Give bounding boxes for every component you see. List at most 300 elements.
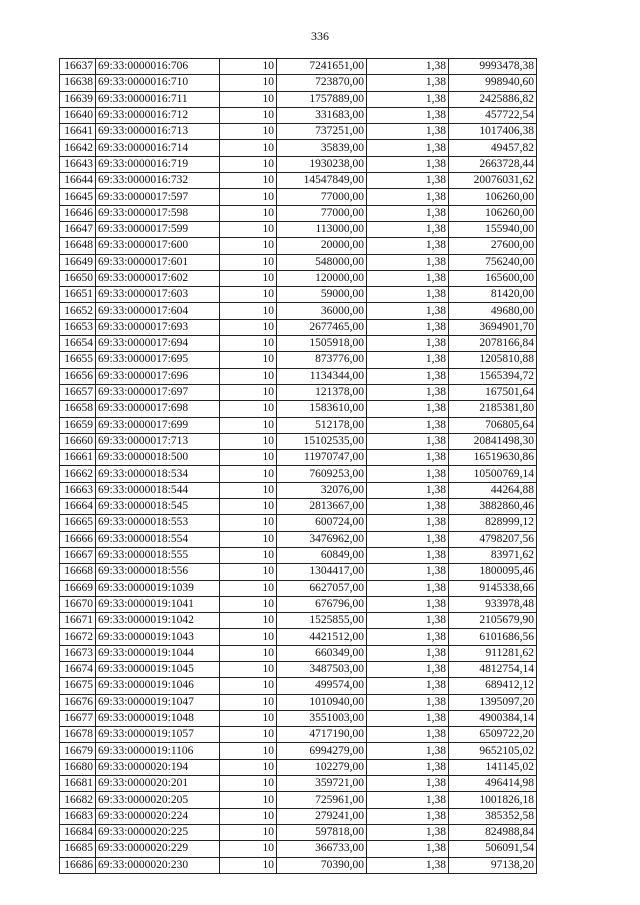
result-value-cell: 2185381,80 bbox=[449, 401, 537, 417]
category-code-cell: 10 bbox=[220, 287, 277, 303]
cadastral-number-cell: 69:33:0000016:706 bbox=[96, 59, 220, 75]
table-row bbox=[60, 694, 537, 710]
coefficient-cell: 1,38 bbox=[367, 352, 449, 368]
coefficient-cell: 1,38 bbox=[367, 857, 449, 873]
result-value-cell: 141145,02 bbox=[449, 759, 537, 775]
row-number-cell: 16647 bbox=[60, 221, 96, 237]
coefficient-cell: 1,38 bbox=[367, 564, 449, 580]
cadastral-number-cell: 69:33:0000018:545 bbox=[96, 499, 220, 515]
table-row bbox=[60, 189, 537, 205]
coefficient-cell: 1,38 bbox=[367, 205, 449, 221]
cadastral-number-cell: 69:33:0000020:224 bbox=[96, 808, 220, 824]
row-number-cell: 16682 bbox=[60, 792, 96, 808]
category-code-cell: 10 bbox=[220, 547, 277, 563]
result-value-cell: 496414,98 bbox=[449, 776, 537, 792]
row-number-cell: 16673 bbox=[60, 645, 96, 661]
result-value-cell: 49457,82 bbox=[449, 140, 537, 156]
result-value-cell: 6509722,20 bbox=[449, 727, 537, 743]
row-number-cell: 16641 bbox=[60, 124, 96, 140]
cadastral-value-cell: 15102535,00 bbox=[277, 433, 367, 449]
table-body bbox=[60, 59, 537, 874]
cadastral-value-cell: 102279,00 bbox=[277, 759, 367, 775]
cadastral-number-cell: 69:33:0000017:695 bbox=[96, 352, 220, 368]
cadastral-value-cell: 737251,00 bbox=[277, 124, 367, 140]
cadastral-value-cell: 70390,00 bbox=[277, 857, 367, 873]
cadastral-number-cell: 69:33:0000018:555 bbox=[96, 547, 220, 563]
result-value-cell: 3882860,46 bbox=[449, 499, 537, 515]
category-code-cell: 10 bbox=[220, 499, 277, 515]
row-number-cell: 16662 bbox=[60, 466, 96, 482]
cadastral-number-cell: 69:33:0000017:699 bbox=[96, 417, 220, 433]
cadastral-value-cell: 77000,00 bbox=[277, 205, 367, 221]
cadastral-value-cell: 359721,00 bbox=[277, 776, 367, 792]
table-row bbox=[60, 629, 537, 645]
cadastral-value-cell: 59000,00 bbox=[277, 287, 367, 303]
result-value-cell: 1205810,88 bbox=[449, 352, 537, 368]
row-number-cell: 16650 bbox=[60, 270, 96, 286]
coefficient-cell: 1,38 bbox=[367, 776, 449, 792]
row-number-cell: 16684 bbox=[60, 824, 96, 840]
category-code-cell: 10 bbox=[220, 336, 277, 352]
result-value-cell: 506091,54 bbox=[449, 841, 537, 857]
cadastral-value-cell: 7241651,00 bbox=[277, 59, 367, 75]
result-value-cell: 1800095,46 bbox=[449, 564, 537, 580]
result-value-cell: 106260,00 bbox=[449, 189, 537, 205]
cadastral-value-cell: 873776,00 bbox=[277, 352, 367, 368]
row-number-cell: 16668 bbox=[60, 564, 96, 580]
cadastral-number-cell: 69:33:0000016:712 bbox=[96, 107, 220, 123]
result-value-cell: 828999,12 bbox=[449, 515, 537, 531]
coefficient-cell: 1,38 bbox=[367, 694, 449, 710]
coefficient-cell: 1,38 bbox=[367, 824, 449, 840]
cadastral-number-cell: 69:33:0000019:1041 bbox=[96, 596, 220, 612]
coefficient-cell: 1,38 bbox=[367, 75, 449, 91]
cadastral-value-cell: 7609253,00 bbox=[277, 466, 367, 482]
row-number-cell: 16681 bbox=[60, 776, 96, 792]
cadastral-value-cell: 1304417,00 bbox=[277, 564, 367, 580]
row-number-cell: 16675 bbox=[60, 678, 96, 694]
row-number-cell: 16670 bbox=[60, 596, 96, 612]
category-code-cell: 10 bbox=[220, 580, 277, 596]
cadastral-value-cell: 35839,00 bbox=[277, 140, 367, 156]
coefficient-cell: 1,38 bbox=[367, 580, 449, 596]
category-code-cell: 10 bbox=[220, 384, 277, 400]
table-row bbox=[60, 270, 537, 286]
result-value-cell: 4798207,56 bbox=[449, 531, 537, 547]
row-number-cell: 16657 bbox=[60, 384, 96, 400]
coefficient-cell: 1,38 bbox=[367, 710, 449, 726]
cadastral-value-cell: 32076,00 bbox=[277, 482, 367, 498]
result-value-cell: 106260,00 bbox=[449, 205, 537, 221]
result-value-cell: 385352,58 bbox=[449, 808, 537, 824]
table-row bbox=[60, 808, 537, 824]
row-number-cell: 16652 bbox=[60, 303, 96, 319]
cadastral-value-cell: 3487503,00 bbox=[277, 661, 367, 677]
cadastral-value-cell: 113000,00 bbox=[277, 221, 367, 237]
result-value-cell: 4900384,14 bbox=[449, 710, 537, 726]
row-number-cell: 16660 bbox=[60, 433, 96, 449]
category-code-cell: 10 bbox=[220, 596, 277, 612]
table-row bbox=[60, 678, 537, 694]
coefficient-cell: 1,38 bbox=[367, 270, 449, 286]
coefficient-cell: 1,38 bbox=[367, 531, 449, 547]
coefficient-cell: 1,38 bbox=[367, 645, 449, 661]
cadastral-value-cell: 1010940,00 bbox=[277, 694, 367, 710]
cadastral-number-cell: 69:33:0000020:229 bbox=[96, 841, 220, 857]
coefficient-cell: 1,38 bbox=[367, 140, 449, 156]
row-number-cell: 16651 bbox=[60, 287, 96, 303]
cadastral-value-cell: 2813667,00 bbox=[277, 499, 367, 515]
row-number-cell: 16656 bbox=[60, 368, 96, 384]
category-code-cell: 10 bbox=[220, 189, 277, 205]
cadastral-value-cell: 3551003,00 bbox=[277, 710, 367, 726]
row-number-cell: 16658 bbox=[60, 401, 96, 417]
coefficient-cell: 1,38 bbox=[367, 547, 449, 563]
table-row bbox=[60, 499, 537, 515]
coefficient-cell: 1,38 bbox=[367, 841, 449, 857]
cadastral-number-cell: 69:33:0000017:713 bbox=[96, 433, 220, 449]
table-row bbox=[60, 254, 537, 270]
coefficient-cell: 1,38 bbox=[367, 629, 449, 645]
category-code-cell: 10 bbox=[220, 564, 277, 580]
cadastral-number-cell: 69:33:0000019:1047 bbox=[96, 694, 220, 710]
result-value-cell: 2663728,44 bbox=[449, 156, 537, 172]
table-row bbox=[60, 59, 537, 75]
result-value-cell: 1001826,18 bbox=[449, 792, 537, 808]
result-value-cell: 3694901,70 bbox=[449, 319, 537, 335]
coefficient-cell: 1,38 bbox=[367, 808, 449, 824]
cadastral-number-cell: 69:33:0000018:553 bbox=[96, 515, 220, 531]
category-code-cell: 10 bbox=[220, 678, 277, 694]
row-number-cell: 16680 bbox=[60, 759, 96, 775]
cadastral-number-cell: 69:33:0000019:1046 bbox=[96, 678, 220, 694]
table-row bbox=[60, 564, 537, 580]
coefficient-cell: 1,38 bbox=[367, 319, 449, 335]
result-value-cell: 20076031,62 bbox=[449, 173, 537, 189]
table-row bbox=[60, 547, 537, 563]
result-value-cell: 933978,48 bbox=[449, 596, 537, 612]
coefficient-cell: 1,38 bbox=[367, 107, 449, 123]
cadastral-number-cell: 69:33:0000017:693 bbox=[96, 319, 220, 335]
category-code-cell: 10 bbox=[220, 776, 277, 792]
result-value-cell: 998940,60 bbox=[449, 75, 537, 91]
table-row bbox=[60, 824, 537, 840]
cadastral-number-cell: 69:33:0000019:1043 bbox=[96, 629, 220, 645]
cadastral-number-cell: 69:33:0000018:554 bbox=[96, 531, 220, 547]
table-row bbox=[60, 727, 537, 743]
coefficient-cell: 1,38 bbox=[367, 254, 449, 270]
table-row bbox=[60, 710, 537, 726]
cadastral-number-cell: 69:33:0000019:1042 bbox=[96, 613, 220, 629]
coefficient-cell: 1,38 bbox=[367, 661, 449, 677]
row-number-cell: 16655 bbox=[60, 352, 96, 368]
table-row bbox=[60, 173, 537, 189]
row-number-cell: 16644 bbox=[60, 173, 96, 189]
row-number-cell: 16686 bbox=[60, 857, 96, 873]
table-row bbox=[60, 303, 537, 319]
cadastral-value-cell: 4717190,00 bbox=[277, 727, 367, 743]
coefficient-cell: 1,38 bbox=[367, 613, 449, 629]
cadastral-value-cell: 600724,00 bbox=[277, 515, 367, 531]
row-number-cell: 16649 bbox=[60, 254, 96, 270]
coefficient-cell: 1,38 bbox=[367, 124, 449, 140]
coefficient-cell: 1,38 bbox=[367, 368, 449, 384]
cadastral-value-cell: 3476962,00 bbox=[277, 531, 367, 547]
coefficient-cell: 1,38 bbox=[367, 499, 449, 515]
cadastral-number-cell: 69:33:0000016:719 bbox=[96, 156, 220, 172]
table-row bbox=[60, 221, 537, 237]
result-value-cell: 16519630,86 bbox=[449, 450, 537, 466]
table-row bbox=[60, 515, 537, 531]
coefficient-cell: 1,38 bbox=[367, 417, 449, 433]
cadastral-value-cell: 725961,00 bbox=[277, 792, 367, 808]
cadastral-number-cell: 69:33:0000017:600 bbox=[96, 238, 220, 254]
row-number-cell: 16643 bbox=[60, 156, 96, 172]
coefficient-cell: 1,38 bbox=[367, 515, 449, 531]
result-value-cell: 824988,84 bbox=[449, 824, 537, 840]
cadastral-number-cell: 69:33:0000019:1045 bbox=[96, 661, 220, 677]
table-row bbox=[60, 417, 537, 433]
row-number-cell: 16645 bbox=[60, 189, 96, 205]
table-row bbox=[60, 352, 537, 368]
cadastral-value-cell: 1757889,00 bbox=[277, 91, 367, 107]
cadastral-number-cell: 69:33:0000020:225 bbox=[96, 824, 220, 840]
table-row bbox=[60, 384, 537, 400]
coefficient-cell: 1,38 bbox=[367, 287, 449, 303]
result-value-cell: 44264,88 bbox=[449, 482, 537, 498]
table-row bbox=[60, 661, 537, 677]
row-number-cell: 16665 bbox=[60, 515, 96, 531]
category-code-cell: 10 bbox=[220, 368, 277, 384]
category-code-cell: 10 bbox=[220, 238, 277, 254]
category-code-cell: 10 bbox=[220, 450, 277, 466]
row-number-cell: 16659 bbox=[60, 417, 96, 433]
category-code-cell: 10 bbox=[220, 629, 277, 645]
row-number-cell: 16678 bbox=[60, 727, 96, 743]
category-code-cell: 10 bbox=[220, 173, 277, 189]
table-row bbox=[60, 645, 537, 661]
table-row bbox=[60, 124, 537, 140]
result-value-cell: 1395097,20 bbox=[449, 694, 537, 710]
category-code-cell: 10 bbox=[220, 824, 277, 840]
category-code-cell: 10 bbox=[220, 156, 277, 172]
result-value-cell: 689412,12 bbox=[449, 678, 537, 694]
table-row bbox=[60, 433, 537, 449]
coefficient-cell: 1,38 bbox=[367, 727, 449, 743]
table-row bbox=[60, 156, 537, 172]
table-row bbox=[60, 287, 537, 303]
result-value-cell: 9145338,66 bbox=[449, 580, 537, 596]
category-code-cell: 10 bbox=[220, 808, 277, 824]
cadastral-number-cell: 69:33:0000018:500 bbox=[96, 450, 220, 466]
row-number-cell: 16676 bbox=[60, 694, 96, 710]
cadastral-number-cell: 69:33:0000017:598 bbox=[96, 205, 220, 221]
result-value-cell: 155940,00 bbox=[449, 221, 537, 237]
cadastral-value-cell: 512178,00 bbox=[277, 417, 367, 433]
row-number-cell: 16654 bbox=[60, 336, 96, 352]
cadastral-value-cell: 121378,00 bbox=[277, 384, 367, 400]
cadastral-number-cell: 69:33:0000020:194 bbox=[96, 759, 220, 775]
result-value-cell: 1017406,38 bbox=[449, 124, 537, 140]
row-number-cell: 16672 bbox=[60, 629, 96, 645]
category-code-cell: 10 bbox=[220, 841, 277, 857]
table-row bbox=[60, 743, 537, 759]
row-number-cell: 16664 bbox=[60, 499, 96, 515]
table-row bbox=[60, 205, 537, 221]
cadastral-number-cell: 69:33:0000018:556 bbox=[96, 564, 220, 580]
cadastral-value-cell: 2677465,00 bbox=[277, 319, 367, 335]
category-code-cell: 10 bbox=[220, 270, 277, 286]
category-code-cell: 10 bbox=[220, 482, 277, 498]
cadastral-value-cell: 4421512,00 bbox=[277, 629, 367, 645]
row-number-cell: 16639 bbox=[60, 91, 96, 107]
row-number-cell: 16646 bbox=[60, 205, 96, 221]
cadastral-number-cell: 69:33:0000017:604 bbox=[96, 303, 220, 319]
cadastral-number-cell: 69:33:0000020:230 bbox=[96, 857, 220, 873]
table-row bbox=[60, 140, 537, 156]
coefficient-cell: 1,38 bbox=[367, 303, 449, 319]
coefficient-cell: 1,38 bbox=[367, 156, 449, 172]
table-row bbox=[60, 857, 537, 873]
result-value-cell: 20841498,30 bbox=[449, 433, 537, 449]
coefficient-cell: 1,38 bbox=[367, 450, 449, 466]
coefficient-cell: 1,38 bbox=[367, 189, 449, 205]
category-code-cell: 10 bbox=[220, 694, 277, 710]
table-row bbox=[60, 466, 537, 482]
table-row bbox=[60, 482, 537, 498]
result-value-cell: 1565394,72 bbox=[449, 368, 537, 384]
category-code-cell: 10 bbox=[220, 531, 277, 547]
cadastral-value-cell: 660349,00 bbox=[277, 645, 367, 661]
coefficient-cell: 1,38 bbox=[367, 173, 449, 189]
table-row bbox=[60, 531, 537, 547]
cadastral-value-cell: 331683,00 bbox=[277, 107, 367, 123]
cadastral-number-cell: 69:33:0000016:732 bbox=[96, 173, 220, 189]
result-value-cell: 165600,00 bbox=[449, 270, 537, 286]
result-value-cell: 83971,62 bbox=[449, 547, 537, 563]
category-code-cell: 10 bbox=[220, 857, 277, 873]
category-code-cell: 10 bbox=[220, 743, 277, 759]
result-value-cell: 457722,54 bbox=[449, 107, 537, 123]
cadastral-number-cell: 69:33:0000019:1057 bbox=[96, 727, 220, 743]
table-row bbox=[60, 368, 537, 384]
category-code-cell: 10 bbox=[220, 710, 277, 726]
cadastral-value-cell: 279241,00 bbox=[277, 808, 367, 824]
category-code-cell: 10 bbox=[220, 319, 277, 335]
result-value-cell: 27600,00 bbox=[449, 238, 537, 254]
cadastral-number-cell: 69:33:0000017:602 bbox=[96, 270, 220, 286]
result-value-cell: 81420,00 bbox=[449, 287, 537, 303]
cadastral-value-cell: 597818,00 bbox=[277, 824, 367, 840]
result-value-cell: 9652105,02 bbox=[449, 743, 537, 759]
table-row bbox=[60, 841, 537, 857]
cadastral-value-cell: 36000,00 bbox=[277, 303, 367, 319]
category-code-cell: 10 bbox=[220, 433, 277, 449]
row-number-cell: 16663 bbox=[60, 482, 96, 498]
cadastral-value-cell: 1134344,00 bbox=[277, 368, 367, 384]
coefficient-cell: 1,38 bbox=[367, 91, 449, 107]
coefficient-cell: 1,38 bbox=[367, 596, 449, 612]
cadastral-number-cell: 69:33:0000019:1106 bbox=[96, 743, 220, 759]
cadastral-number-cell: 69:33:0000017:698 bbox=[96, 401, 220, 417]
result-value-cell: 706805,64 bbox=[449, 417, 537, 433]
row-number-cell: 16637 bbox=[60, 59, 96, 75]
result-value-cell: 6101686,56 bbox=[449, 629, 537, 645]
result-value-cell: 97138,20 bbox=[449, 857, 537, 873]
category-code-cell: 10 bbox=[220, 792, 277, 808]
cadastral-number-cell: 69:33:0000017:697 bbox=[96, 384, 220, 400]
category-code-cell: 10 bbox=[220, 515, 277, 531]
table-row bbox=[60, 776, 537, 792]
cadastral-number-cell: 69:33:0000018:544 bbox=[96, 482, 220, 498]
coefficient-cell: 1,38 bbox=[367, 221, 449, 237]
category-code-cell: 10 bbox=[220, 124, 277, 140]
cadastral-value-table bbox=[59, 58, 537, 874]
result-value-cell: 9993478,38 bbox=[449, 59, 537, 75]
cadastral-number-cell: 69:33:0000017:603 bbox=[96, 287, 220, 303]
cadastral-value-cell: 77000,00 bbox=[277, 189, 367, 205]
coefficient-cell: 1,38 bbox=[367, 466, 449, 482]
category-code-cell: 10 bbox=[220, 107, 277, 123]
row-number-cell: 16667 bbox=[60, 547, 96, 563]
category-code-cell: 10 bbox=[220, 91, 277, 107]
table-row bbox=[60, 401, 537, 417]
cadastral-value-cell: 14547849,00 bbox=[277, 173, 367, 189]
cadastral-number-cell: 69:33:0000018:534 bbox=[96, 466, 220, 482]
category-code-cell: 10 bbox=[220, 59, 277, 75]
cadastral-value-cell: 499574,00 bbox=[277, 678, 367, 694]
category-code-cell: 10 bbox=[220, 645, 277, 661]
row-number-cell: 16674 bbox=[60, 661, 96, 677]
cadastral-value-cell: 366733,00 bbox=[277, 841, 367, 857]
cadastral-number-cell: 69:33:0000016:713 bbox=[96, 124, 220, 140]
page-number: 336 bbox=[311, 29, 329, 43]
cadastral-value-cell: 20000,00 bbox=[277, 238, 367, 254]
category-code-cell: 10 bbox=[220, 727, 277, 743]
cadastral-number-cell: 69:33:0000017:597 bbox=[96, 189, 220, 205]
result-value-cell: 2078166,84 bbox=[449, 336, 537, 352]
cadastral-value-cell: 11970747,00 bbox=[277, 450, 367, 466]
category-code-cell: 10 bbox=[220, 303, 277, 319]
category-code-cell: 10 bbox=[220, 466, 277, 482]
row-number-cell: 16683 bbox=[60, 808, 96, 824]
cadastral-number-cell: 69:33:0000017:599 bbox=[96, 221, 220, 237]
table-row bbox=[60, 613, 537, 629]
category-code-cell: 10 bbox=[220, 401, 277, 417]
table-row bbox=[60, 319, 537, 335]
category-code-cell: 10 bbox=[220, 205, 277, 221]
cadastral-value-cell: 6994279,00 bbox=[277, 743, 367, 759]
cadastral-value-cell: 1505918,00 bbox=[277, 336, 367, 352]
cadastral-value-cell: 723870,00 bbox=[277, 75, 367, 91]
result-value-cell: 167501,64 bbox=[449, 384, 537, 400]
cadastral-number-cell: 69:33:0000019:1039 bbox=[96, 580, 220, 596]
table-row bbox=[60, 336, 537, 352]
category-code-cell: 10 bbox=[220, 759, 277, 775]
row-number-cell: 16685 bbox=[60, 841, 96, 857]
result-value-cell: 2105679,90 bbox=[449, 613, 537, 629]
cadastral-value-cell: 60849,00 bbox=[277, 547, 367, 563]
coefficient-cell: 1,38 bbox=[367, 401, 449, 417]
category-code-cell: 10 bbox=[220, 75, 277, 91]
result-value-cell: 10500769,14 bbox=[449, 466, 537, 482]
row-number-cell: 16671 bbox=[60, 613, 96, 629]
cadastral-number-cell: 69:33:0000019:1044 bbox=[96, 645, 220, 661]
table-row bbox=[60, 580, 537, 596]
cadastral-number-cell: 69:33:0000017:696 bbox=[96, 368, 220, 384]
row-number-cell: 16666 bbox=[60, 531, 96, 547]
row-number-cell: 16642 bbox=[60, 140, 96, 156]
